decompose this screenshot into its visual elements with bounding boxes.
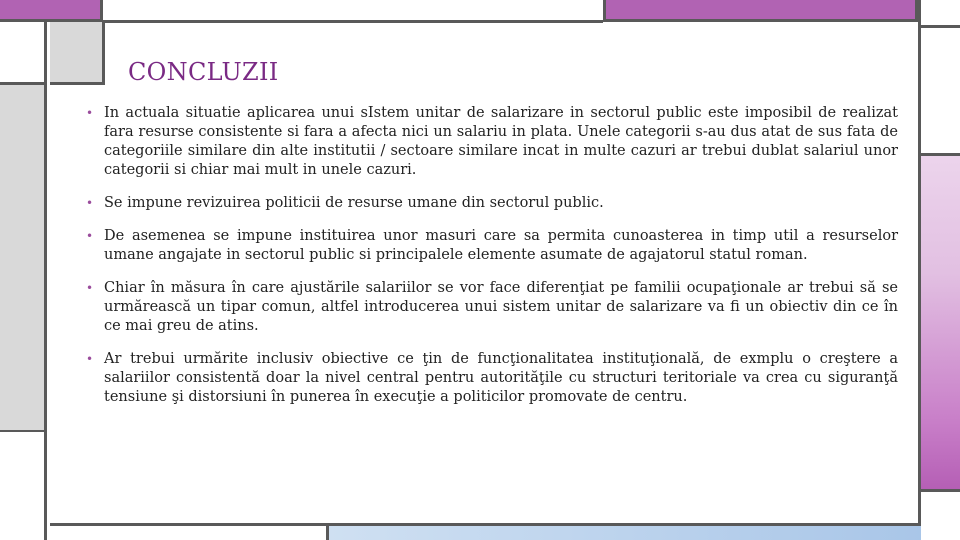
- frame-right-bottom-cell: [918, 492, 960, 540]
- bullet-item: [86, 104, 898, 180]
- bullet-item: [86, 279, 898, 336]
- bullet-item: [86, 227, 898, 265]
- bullet-list: [86, 104, 898, 421]
- bullet-icon: •: [86, 106, 94, 120]
- bullet-item: [86, 194, 898, 213]
- frame-right-top-cell: [918, 0, 960, 28]
- bullet-text: De asemenea se impune instituirea unor masuri care sa permita cunoasterea in timp util a resurselor umane angajate in sectorul public si principalele elemente asumate de agajatorul statul roman.: [104, 228, 898, 263]
- frame-title-grey-block: [50, 22, 105, 85]
- frame-top-purple-bar: [603, 0, 918, 22]
- bullet-icon: •: [86, 281, 94, 295]
- frame-top-divider: [103, 20, 603, 23]
- frame-bottom-blue-bar: [329, 526, 921, 540]
- bullet-text: In actuala situatie aplicarea unui sIstem unitar de salarizare in sectorul public este imposibil de realizat fara resurse consistente si fara a afecta nici un salariu in plata. Unele categorii s-au dus atat de sus fata de categoriile similare din alte institutii / sectoare similare incat in multe cazuri ar trebui dublat salariul unor categorii si chiar mai mult in unele cazuri.: [104, 105, 898, 178]
- bullet-icon: •: [86, 352, 94, 366]
- bullet-text: Chiar în măsura în care ajustările salariilor se vor face diferenţiat pe familii ocupaţionale ar trebui să se urmărească un tipar comun, altfel introducerea unui sistem unitar de salarizare va fi un obiectiv din ce în ce mai greu de atins.: [104, 280, 898, 334]
- bullet-icon: •: [86, 196, 94, 210]
- frame-left-bottom-panel: [0, 430, 47, 540]
- slide-title: CONCLUZII: [128, 58, 279, 86]
- bullet-icon: •: [86, 229, 94, 243]
- frame-right-purple-gradient: [918, 156, 960, 492]
- bullet-text: Se impune revizuirea politicii de resurse umane din sectorul public.: [104, 195, 604, 211]
- bullet-text: Ar trebui urmărite inclusiv obiective ce ţin de funcţionalitatea instituţională, de exmplu o creştere a salariilor consistentă doar la nivel central pentru autorităţile cu structuri teritoriale va crea cu siguranţă tensiune şi distorsiuni în punerea în execuţie a politicilor promovate de centru.: [104, 351, 898, 405]
- bullet-item: [86, 350, 898, 407]
- frame-right-upper-cell: [918, 28, 960, 156]
- frame-left-grey-panel: [0, 85, 47, 433]
- frame-top-left-purple-bar: [0, 0, 103, 22]
